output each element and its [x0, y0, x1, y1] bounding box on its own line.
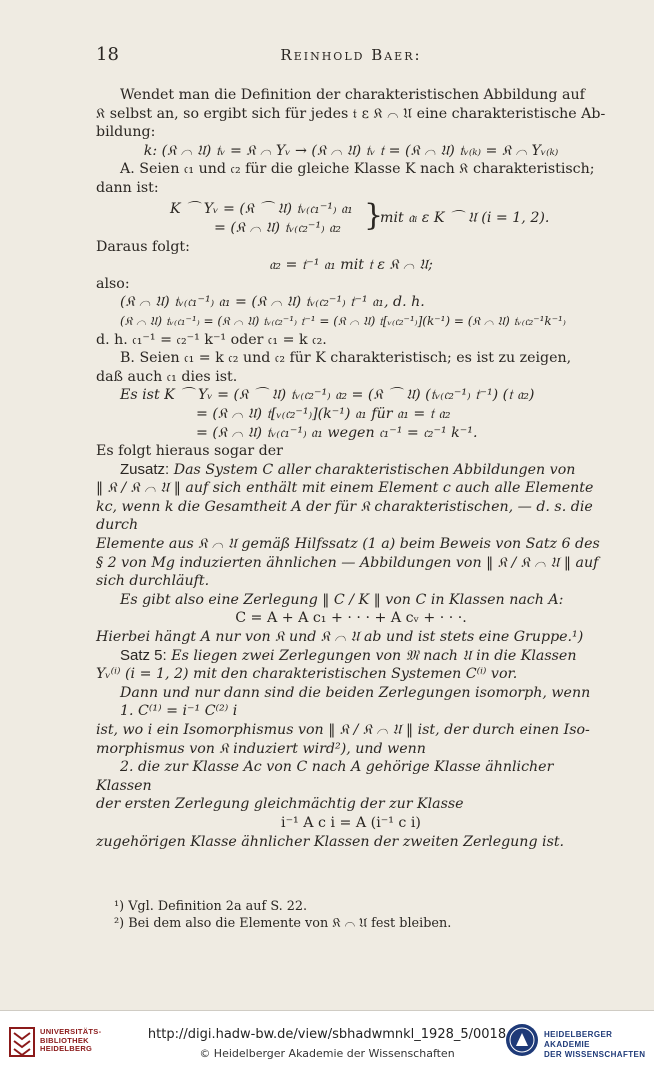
text-line: Das System C aller charakteristischen Abbildungen von	[173, 461, 576, 478]
formula-block	[96, 198, 606, 238]
text-line: dann ist:	[96, 179, 159, 196]
brace: }	[364, 197, 384, 233]
text-line: kc, wenn k die Gesamtheit A der für 𝔎 charakteristischen, — d. s. die durch	[96, 498, 593, 534]
formula-condition: mit 𝔞ᵢ ε K ⌒ 𝔘 (i = 1, 2).	[380, 209, 550, 226]
zusatz-label: Zusatz:	[120, 460, 170, 478]
text-line: 1. C⁽¹⁾ = i⁻¹ C⁽²⁾ i	[120, 703, 238, 720]
formula-line: = (𝔎 ⌒ 𝔘) 𝔱ᵥ₍𝔠₂⁻¹₎ 𝔞₂	[214, 219, 341, 236]
formula-line: Es ist K ⌒ Yᵥ = (𝔎 ⌒ 𝔘) 𝔱ᵥ₍𝔠₂⁻¹₎ 𝔞₂ = (𝔎 ⌒ 𝔘) (𝔱ᵥ₍𝔠₂⁻¹₎ 𝔱⁻¹) (𝔱 𝔞₂)	[120, 387, 535, 404]
formula-line: = (𝔎 ⌒ 𝔘) 𝔱[ᵥ₍𝔠₂⁻¹₎](k⁻¹) 𝔞₁ für 𝔞₁ = 𝔱 𝔞₂	[196, 405, 451, 422]
formula-line: (𝔎 ⌒ 𝔘) 𝔱ᵥ₍𝔠₁⁻¹₎ 𝔞₁ = (𝔎 ⌒ 𝔘) 𝔱ᵥ₍𝔠₂⁻¹₎ 𝔱⁻¹ 𝔞₁, d. h.	[120, 294, 425, 311]
library-name: UNIVERSITÄTS- BIBLIOTHEK HEIDELBERG	[40, 1027, 102, 1053]
zusatz-line	[96, 461, 606, 480]
page-body	[96, 86, 606, 851]
permalink-url[interactable]: http://digi.hadw-bw.de/view/sbhadwmnkl_1928_5/0018	[147, 1027, 507, 1042]
text-line: der ersten Zerlegung gleichmächtig der zur Klasse	[96, 796, 464, 813]
text-line: daß auch 𝔠₁ dies ist.	[96, 368, 238, 385]
viewer-footer	[0, 1010, 654, 1068]
running-head: Reinhold Baer:	[280, 46, 422, 64]
text-line: bildung:	[96, 124, 156, 141]
copyright-notice: © Heidelberger Akademie der Wissenschaften	[199, 1047, 455, 1060]
footnote: ²) Bei dem also die Elemente von 𝔎 ⌒ 𝔘 fest bleiben.	[114, 916, 452, 931]
formula-line: C = A + A c₁ + · · · + A cᵥ + · · ·.	[235, 610, 467, 627]
text-line: ist, wo i ein Isomorphismus von ‖ 𝔎 / 𝔎 ⌒ 𝔘 ‖ ist, der durch einen Iso-	[96, 722, 590, 738]
satz-line	[96, 647, 606, 666]
text-line: d. h. 𝔠₁⁻¹ = 𝔠₂⁻¹ k⁻¹ oder 𝔠₁ = k 𝔠₂.	[96, 331, 327, 348]
text-line: B. Seien 𝔠₁ = k 𝔠₂ und 𝔠₂ für K charakteristisch; es ist zu zeigen,	[120, 350, 572, 367]
satz-label: Satz 5:	[120, 646, 167, 664]
text-line: Hierbei hängt A nur von 𝔎 und 𝔎 ⌒ 𝔘 ab und ist stets eine Gruppe.¹)	[96, 629, 584, 646]
academy-seal-icon	[505, 1023, 539, 1057]
text-line: § 2 von Mg induzierten ähnlichen — Abbildungen von ‖ 𝔎 / 𝔎 ⌒ 𝔘 ‖ auf	[96, 554, 599, 571]
footnotes	[114, 898, 604, 932]
footnote: ¹) Vgl. Definition 2a auf S. 22.	[114, 899, 308, 914]
text-line: Daraus folgt:	[96, 238, 190, 255]
formula-line: 𝔞₂ = 𝔱⁻¹ 𝔞₁ mit 𝔱 ε 𝔎 ⌒ 𝔘;	[269, 257, 433, 274]
formula-line: i⁻¹ A c i = A (i⁻¹ c i)	[281, 814, 421, 831]
text-line: Es folgt hieraus sogar der	[96, 443, 283, 460]
text-line: Elemente aus 𝔎 ⌒ 𝔘 gemäß Hilfssatz (1 a) beim Beweis von Satz 6 des	[96, 536, 600, 553]
formula-line: K ⌒ Yᵥ = (𝔎 ⌒ 𝔘) 𝔱ᵥ₍𝔠₁⁻¹₎ 𝔞₁	[170, 200, 353, 217]
text-line: Dann und nur dann sind die beiden Zerlegungen isomorph, wenn	[120, 684, 591, 701]
page-number: 18	[96, 44, 119, 65]
text-line: sich durchläuft.	[96, 573, 210, 590]
text-line: 𝔎 selbst an, so ergibt sich für jedes 𝔱 ε 𝔎 ⌒ 𝔘 eine charakteristische Ab-	[96, 105, 606, 122]
text-line: morphismus von 𝔎 induziert wird²), und wenn	[96, 740, 426, 757]
academy-name: HEIDELBERGER AKADEMIE DER WISSENSCHAFTEN	[544, 1030, 646, 1059]
text-line: Es gibt also eine Zerlegung ‖ C / K ‖ von C in Klassen nach A:	[120, 591, 564, 608]
text-line: Wendet man die Definition der charakteristischen Abbildung auf	[120, 87, 585, 103]
page-header	[96, 44, 606, 74]
text-line: zugehörigen Klasse ähnlicher Klassen der zweiten Zerlegung ist.	[96, 833, 565, 850]
formula-line: = (𝔎 ⌒ 𝔘) 𝔱ᵥ₍𝔠₁⁻¹₎ 𝔞₁ wegen 𝔠₁⁻¹ = 𝔠₂⁻¹ k⁻¹.	[196, 424, 478, 441]
text-line: 2. die zur Klasse Ac von C nach A gehörige Klasse ähnlicher Klassen	[96, 759, 554, 794]
text-line: ‖ 𝔎 / 𝔎 ⌒ 𝔘 ‖ auf sich enthält mit einem Element c auch alle Elemente	[96, 480, 594, 497]
text-line: A. Seien 𝔠₁ und 𝔠₂ für die gleiche Klasse K nach 𝔎 charakteristisch;	[120, 161, 595, 178]
formula-line: (𝔎 ⌒ 𝔘) 𝔱ᵥ₍𝔠₁⁻¹₎ = (𝔎 ⌒ 𝔘) 𝔱ᵥ₍𝔠₂⁻¹₎ 𝔱⁻¹ = (𝔎 ⌒ 𝔘) 𝔱[ᵥ₍𝔠₂⁻¹₎](k⁻¹) = (𝔎 ⌒ 𝔘) 𝔱ᵥ₍𝔠₂⁻¹k⁻¹₎	[120, 313, 566, 328]
text-line: Es liegen zwei Zerlegungen von 𝔐 nach 𝔘 in die Klassen	[171, 647, 577, 664]
text-line: Yᵥ⁽ⁱ⁾ (i = 1, 2) mit den charakteristischen Systemen C⁽ⁱ⁾ vor.	[96, 666, 518, 683]
text-line: also:	[96, 275, 130, 292]
formula-line: k: (𝔎 ⌒ 𝔘) 𝔱ᵥ = 𝔎 ⌒ Yᵥ → (𝔎 ⌒ 𝔘) 𝔱ᵥ 𝔱 = (𝔎 ⌒ 𝔘) 𝔱ᵥ₍ₖ₎ = 𝔎 ⌒ Yᵥ₍ₖ₎	[143, 142, 559, 159]
